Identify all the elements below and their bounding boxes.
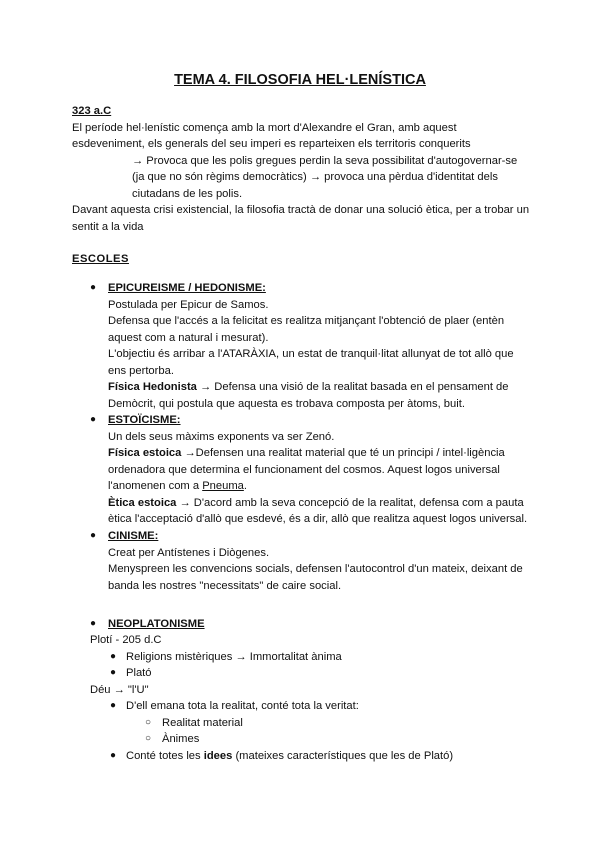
list-item: ● Conté totes les idees (mateixes característiques que les de Plató) — [90, 748, 530, 765]
escoles-heading: ESCOLES — [72, 253, 129, 265]
cinisme-line-2: Menyspreen les convencions socials, defensen l'autocontrol d'un mateix, deixant de banda les nostres "necessitats" de caire social. — [108, 563, 523, 592]
estoicisme-line-1: Un dels seus màxims exponents va ser Zenó. — [108, 430, 335, 443]
list-item: ● Religions mistèriques → Immortalitat ànima — [90, 649, 530, 666]
bullet-icon: ● — [90, 530, 97, 541]
etica-estoica-label: Ètica estoica — [108, 496, 177, 509]
fisica-estoica-text: →Defensen una realitat material que té un principi / intel·ligència ordenadora que determina el funcionament del cosmos. Aquest logos universal l'anomenen com a — [108, 447, 505, 492]
epicureisme-line-2: Defensa que l'accés a la felicitat es realitza mitjançant l'obtenció de plaer (entèn aquest com a natural i mesurat). — [108, 315, 505, 344]
bullet-icon: ● — [110, 667, 117, 678]
deu-line: Déu → "l'U" — [90, 683, 149, 696]
estoicisme-fisica: Física estoica →Defensen una realitat material que té un principi / intel·ligència ordenadora que determina el funcionament del cosmos. Aquest logos universal l'anomenen com a Pneuma. — [108, 447, 505, 492]
circle-bullet-icon: ○ — [145, 733, 152, 744]
bullet-icon: ● — [90, 618, 97, 629]
epicureisme-section — [90, 280, 530, 412]
neoplatonisme-section — [90, 616, 530, 633]
intro-paragraph-1: El període hel·lenístic comença amb la mort d'Alexandre el Gran, amb aquest esdeveniment, els generals del seu imperi es reparteixen els territoris conquerits — [72, 121, 471, 150]
fisica-hedonista-text: → Defensa una visió de la realitat basada en el pensament de Demòcrit, qui postula que aquesta es trobava composta per àtoms, buit. — [108, 381, 509, 410]
epicureisme-fisica — [108, 379, 530, 412]
estoicisme-etica — [108, 495, 530, 528]
list-item: ● Plató — [90, 665, 530, 682]
bullet-icon: ● — [110, 700, 117, 711]
bullet-icon: ● — [90, 414, 97, 425]
intro-paragraph-3: Davant aquesta crisi existencial, la filosofia tractà de donar una solució ètica, per a trobar un sentit a la vida — [72, 204, 530, 233]
bullet-icon: ● — [110, 650, 117, 662]
cinisme-section — [90, 528, 530, 594]
list-item: ○ Ànimes — [90, 731, 530, 748]
bullet-icon: ● — [110, 749, 117, 761]
intro-section — [72, 103, 532, 235]
page-title: TEMA 4. FILOSOFIA HEL·LENÍSTICA — [174, 72, 426, 88]
epicureisme-heading: EPICUREISME / HEDONISME: — [108, 282, 266, 294]
fisica-hedonista-label: Física Hedonista — [108, 381, 197, 393]
neoplatonisme-body — [90, 632, 530, 764]
circle-bullet-icon: ○ — [145, 716, 152, 728]
fisica-estoica-label: Física estoica — [108, 447, 182, 459]
list-item: ● D'ell emana tota la realitat, conté tota la veritat: — [90, 698, 530, 715]
neoplatonisme-line-1: Plotí - 205 d.C — [90, 634, 162, 646]
epicureisme-line-1: Postulada per Epicur de Samos. — [108, 298, 269, 311]
estoicisme-heading: ESTOÏCISME: — [108, 414, 181, 426]
estoicisme-section — [90, 412, 530, 528]
bullet-icon: ● — [90, 282, 97, 293]
pneuma-link[interactable]: Pneuma — [202, 480, 244, 492]
cinisme-heading: CINISME: — [108, 530, 159, 542]
etica-estoica-text: → D'acord amb la seva concepció de la realitat, defensa com a pauta ètica l'acceptació d'allò que esdevé, és a dir, allò que realitza aquest logos universal. — [108, 496, 528, 525]
intro-paragraph-2: → Provoca que les polis gregues perdin la seva possibilitat d'autogovernar-se (ja que no són règims democràtics) → provoca una pèrdua d'identitat dels ciutadans de les polis. — [132, 154, 518, 200]
cinisme-line-1: Creat per Antístenes i Diògenes. — [108, 546, 270, 559]
neoplatonisme-heading: NEOPLATONISME — [108, 618, 205, 630]
epicureisme-line-3: L'objectiu és arribar a l'ATARÀXIA, un estat de tranquil·litat allunyat de tot allò que ens pertorba. — [108, 348, 514, 377]
intro-date: 323 a.C — [72, 105, 112, 117]
list-item: ○ Realitat material — [90, 715, 530, 732]
